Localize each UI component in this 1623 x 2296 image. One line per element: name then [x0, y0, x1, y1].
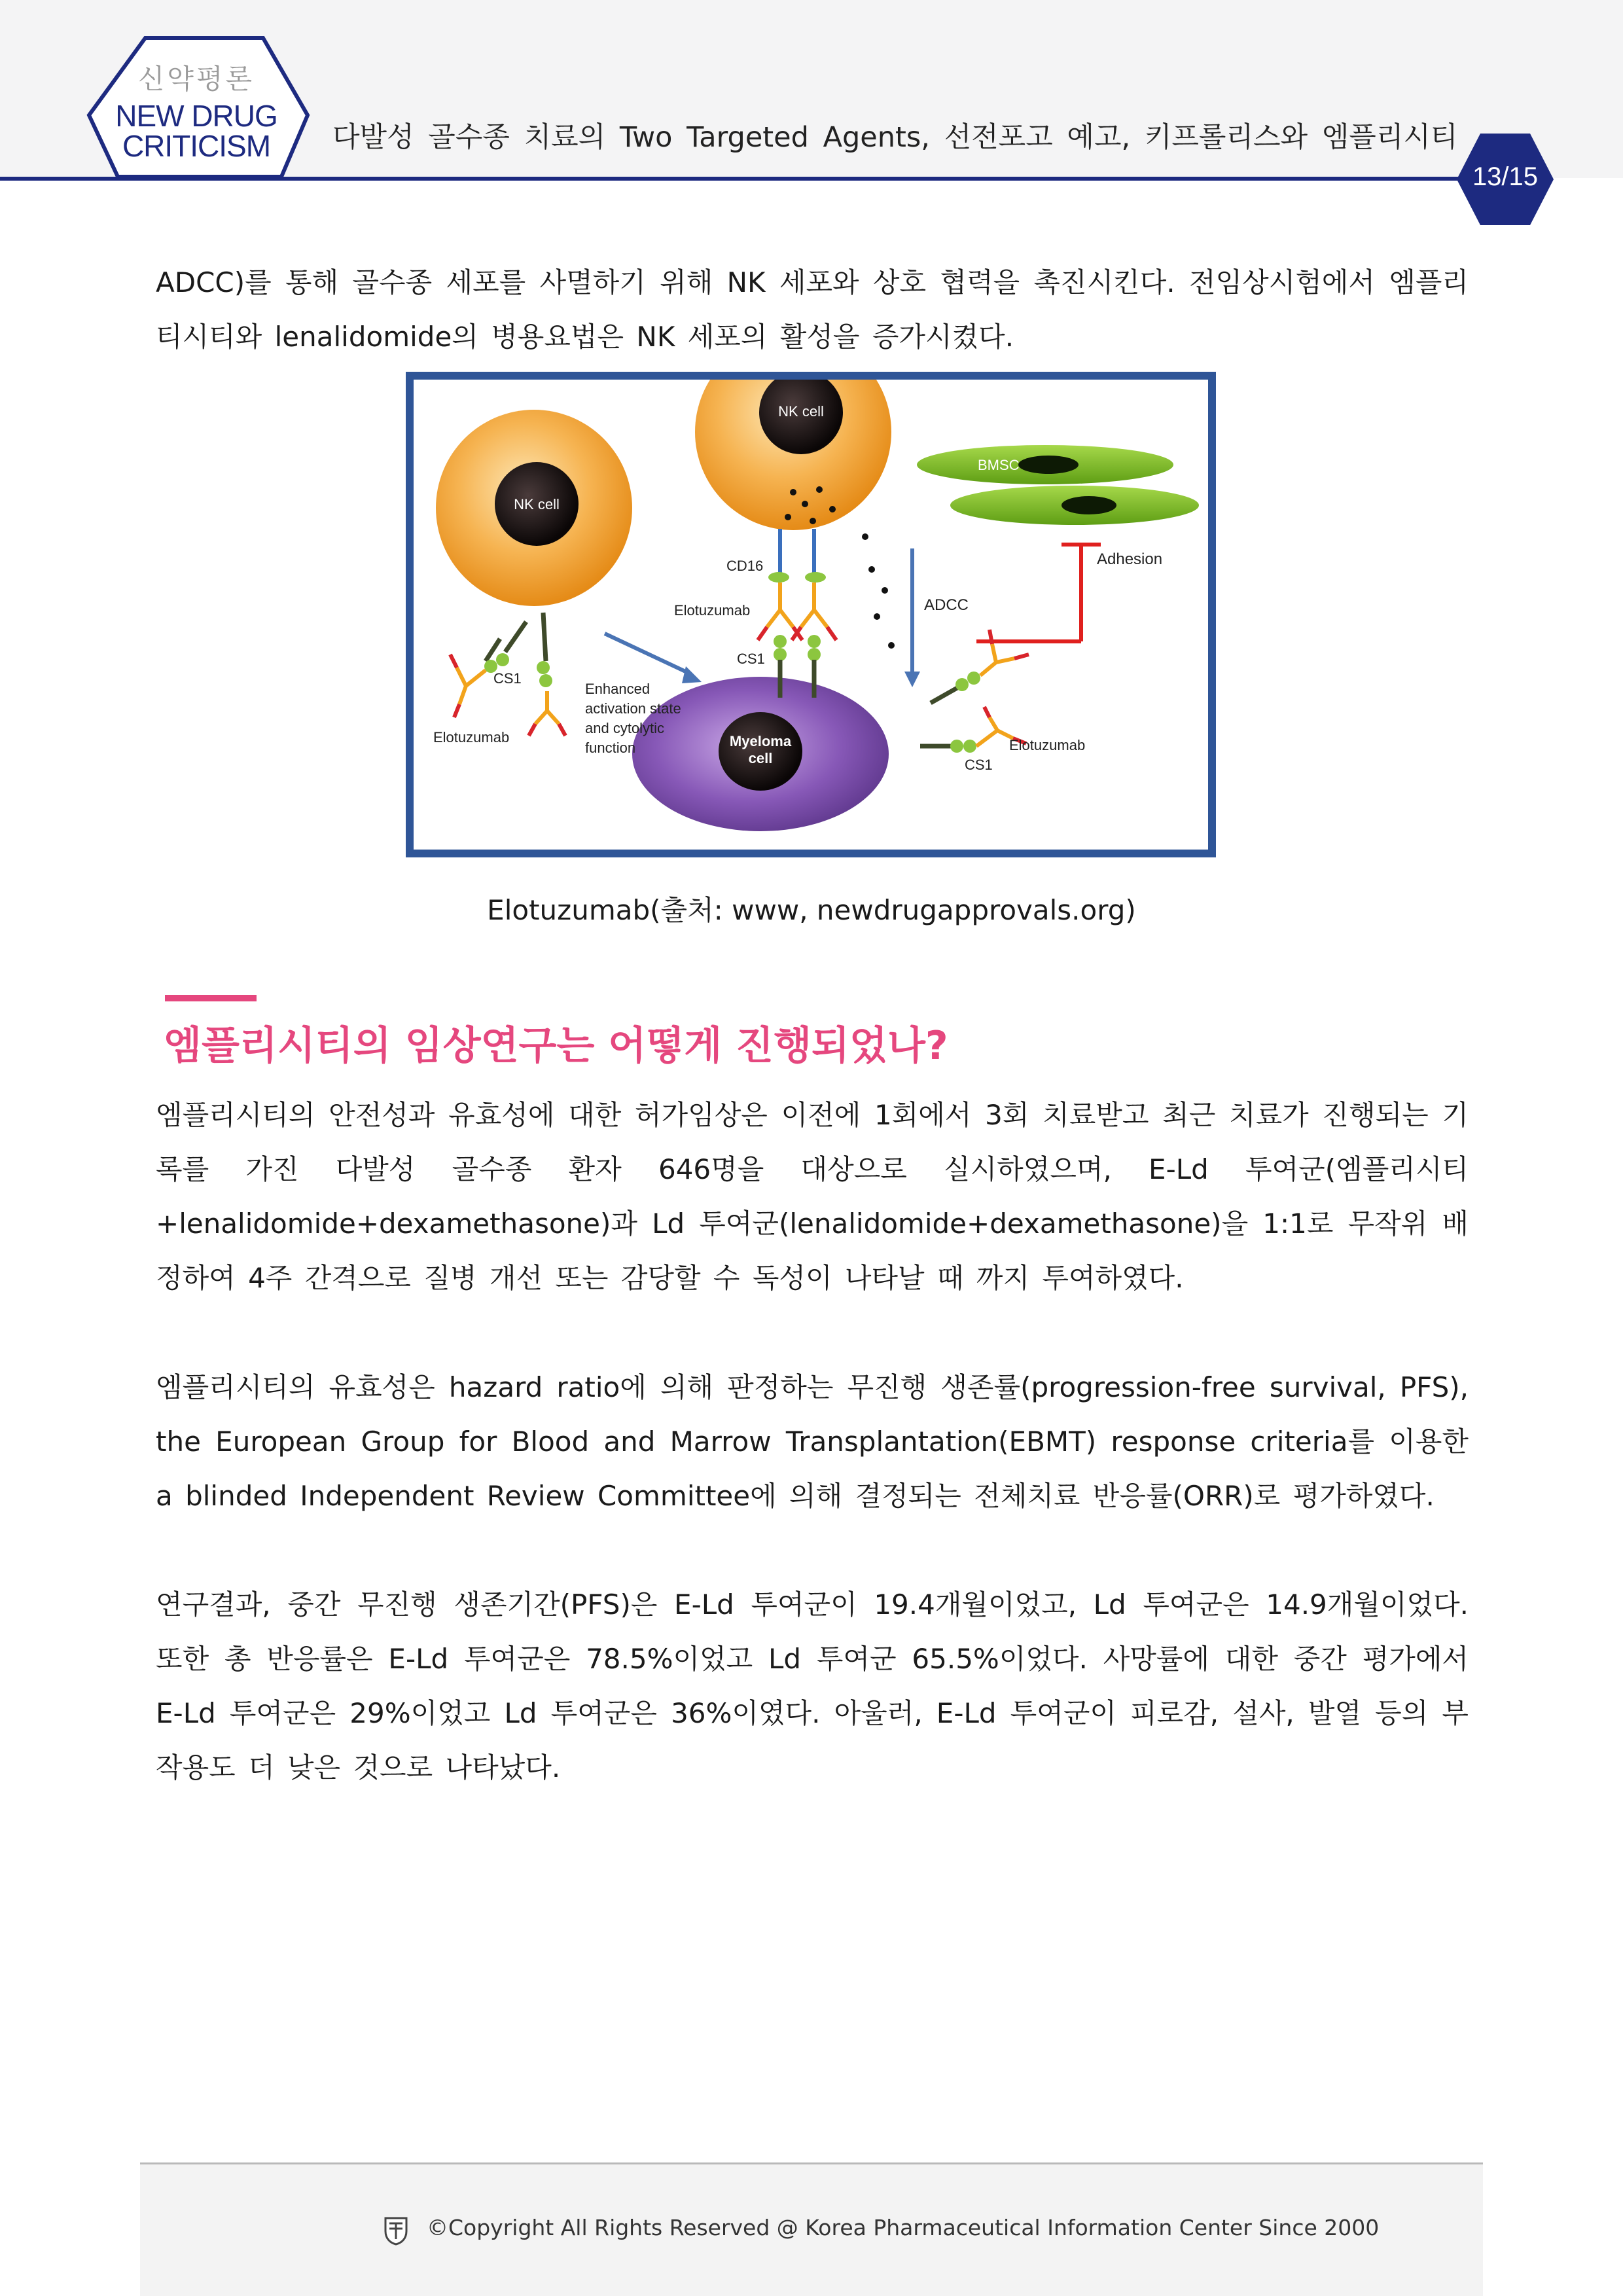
paragraph-trial-design: 엠플리시티의 안전성과 유효성에 대한 허가임상은 이전에 1회에서 3회 치료받고 최근 치료가 진행되는 기록를 가진 다발성 골수종 환자 646명을 대상으로 실시하였으며, E-Ld 투여군(엠플리시티+lenalidomide+dexamethasone)과 Ld 투여군(lenalidomide+dexamethasone)을 1:1로 무작위 배정하여 4주 간격으로 질병 개선 또는 감당할 수 독성이 나타날 때 까지 투여하였다. — [156, 1099, 1469, 1294]
cd16-receptors — [768, 529, 826, 583]
bmsc-nucleus-2 — [1061, 496, 1116, 514]
section-accent-bar — [165, 995, 257, 1001]
logo-line2: CRITICISM — [122, 129, 271, 163]
cs1-receptors-right — [920, 672, 980, 753]
intro-paragraph: ADCC)를 통해 골수종 세포를 사멸하기 위해 NK 세포와 상호 협력을 촉진시킨다. 전임상시험에서 엠플리티시티와 lenalidomide의 병용요법은 NK 세포의 활성을 증가시켰다. — [156, 266, 1469, 353]
paragraph-efficacy-criteria: 엠플리시티의 유효성은 hazard ratio에 의해 판정하는 무진행 생존률(progression-free survival, PFS), the European Group for Blood and Marrow Transplantation(EBMT) response criteria를 이용한 a blinded Independent Review Committee에 의해 결정되는 전체치료 반응률(ORR)로 평가하였다. — [156, 1371, 1469, 1512]
nk-cell-left-label: NK cell — [514, 496, 560, 512]
enhanced-label-2: activation state — [585, 700, 681, 717]
mechanism-diagram — [414, 380, 1208, 850]
logo — [98, 65, 294, 161]
myeloma-label-1: Myeloma — [729, 733, 792, 749]
figure-caption: Elotuzumab(출처: www, newdrugapprovals.org) — [487, 894, 1136, 926]
shield-emblem-icon — [383, 2215, 409, 2246]
section-title: 엠플리시티의 임상연구는 어떻게 진행되었나? — [164, 1023, 948, 1069]
elotuzumab-right-label: Elotuzumab — [1009, 737, 1086, 753]
cs1-mid-label: CS1 — [737, 651, 765, 667]
elotuzumab-antibodies-right — [976, 630, 1029, 746]
cs1-right-label: CS1 — [965, 757, 993, 773]
adcc-label: ADCC — [924, 596, 969, 614]
logo-line1: NEW DRUG — [115, 99, 277, 133]
logo-korean: 신약평론 — [137, 63, 255, 95]
bmsc-label: BMSC — [978, 457, 1020, 473]
enhanced-activation-arrow — [605, 634, 702, 683]
bmsc-nucleus-1 — [1018, 456, 1079, 474]
nk-cell-top-label: NK cell — [778, 403, 824, 420]
adhesion-label: Adhesion — [1097, 550, 1163, 568]
paragraph-results: 연구결과, 중간 무진행 생존기간(PFS)은 E-Ld 투여군이 19.4개월이었고, Ld 투여군은 14.9개월이었다. 또한 총 반응률은 E-Ld 투여군은 78.5%이었고 Ld 투여군 65.5%이었다. 사망률에 대한 중간 평가에서 E-Ld 투여군은 29%이었고 Ld 투여군은 36%이였다. 아울러, E-Ld 투여군이 피로감, 설사, 발열 등의 부작용도 더 낮은 것으로 나타났다. — [156, 1588, 1469, 1784]
adhesion-inhibition-line — [976, 545, 1101, 641]
enhanced-label-3: and cytolytic — [585, 720, 665, 736]
cs1-left-label: CS1 — [493, 670, 522, 687]
elotuzumab-left-label: Elotuzumab — [433, 729, 510, 745]
cd16-label: CD16 — [726, 558, 764, 574]
elotuzumab-mid-label: Elotuzumab — [674, 602, 751, 619]
enhanced-label-4: function — [585, 740, 636, 756]
elotuzumab-antibodies-mid — [758, 583, 836, 640]
header-title: 다발성 골수종 치료의 Two Targeted Agents, 선전포고 예고, 키프롤리스와 엠플리시티 — [332, 121, 1458, 154]
page-number: 13/15 — [1472, 162, 1539, 191]
enhanced-label-1: Enhanced — [585, 681, 651, 697]
myeloma-label-2: cell — [748, 750, 773, 766]
adcc-arrow — [904, 548, 920, 687]
elotuzumab-figure — [406, 372, 1216, 857]
copyright-text: ©Copyright All Rights Reserved @ Korea Pharmaceutical Information Center Since 2000 — [427, 2215, 1380, 2240]
